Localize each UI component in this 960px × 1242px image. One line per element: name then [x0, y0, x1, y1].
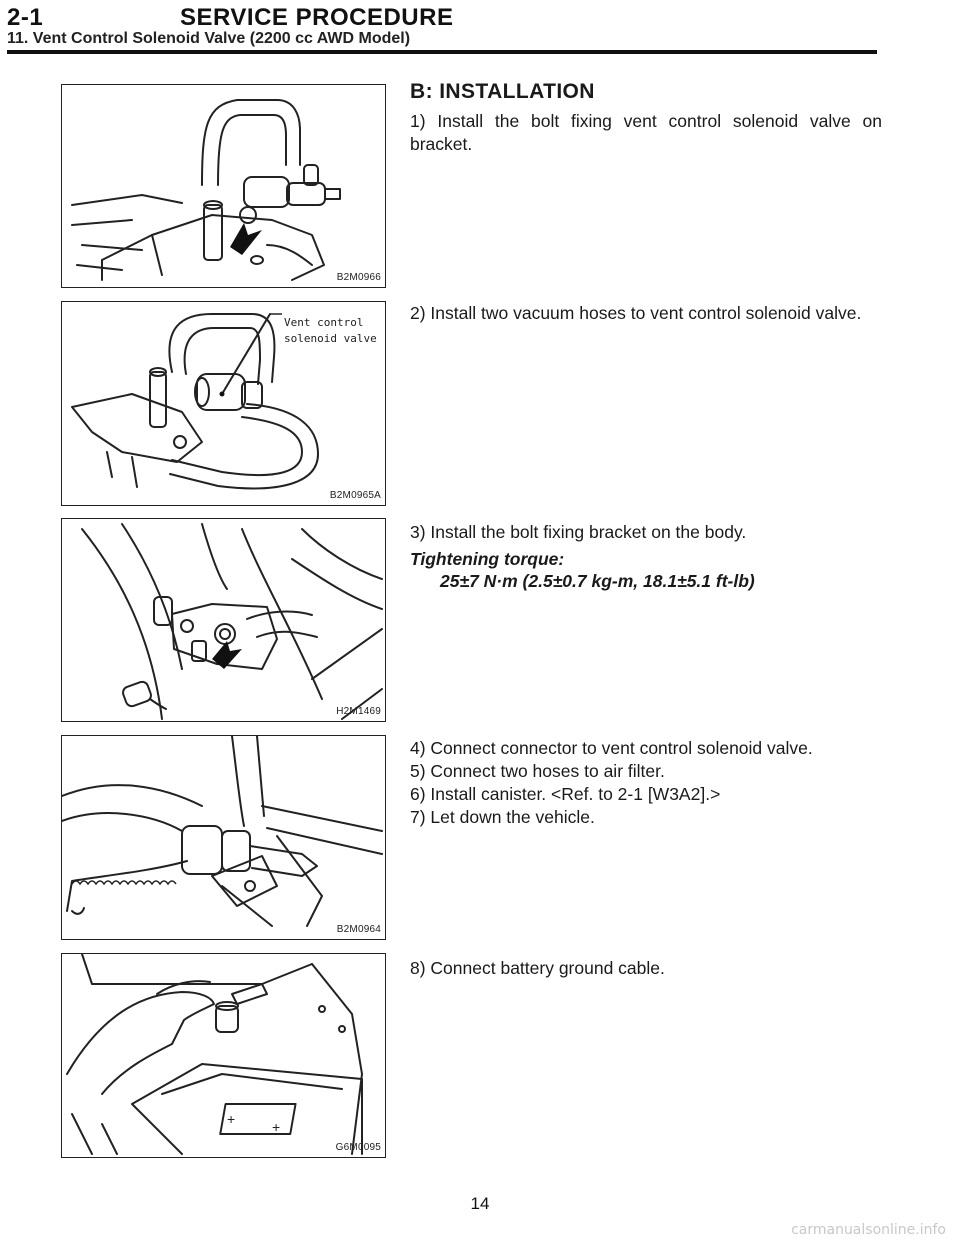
- section-number: 2-1: [7, 4, 44, 31]
- figure-illustration: [62, 736, 384, 938]
- svg-text:+: +: [272, 1119, 281, 1135]
- figure-h2m1469: [61, 518, 386, 722]
- figure-code: G6M0095: [335, 1142, 381, 1153]
- svg-text:+: +: [227, 1111, 236, 1127]
- header-rule: [7, 50, 877, 54]
- step-3: 3) Install the bolt fixing bracket on the body.: [410, 522, 747, 542]
- step-8: 8) Connect battery ground cable.: [410, 958, 665, 978]
- figure-illustration: [62, 954, 384, 1156]
- figure-b2m0965a: [61, 301, 386, 506]
- callout-label-line2: solenoid valve: [284, 332, 377, 345]
- figure-illustration: [62, 302, 384, 504]
- step-5: 5) Connect two hoses to air filter.: [410, 761, 665, 781]
- callout-label-line1: Vent control: [284, 316, 364, 329]
- figure-b2m0964: [61, 735, 386, 940]
- step-4: 4) Connect connector to vent control solenoid valve.: [410, 738, 813, 758]
- figure-b2m0966: [61, 84, 386, 288]
- section-heading: B: INSTALLATION: [410, 80, 595, 103]
- figure-code: B2M0965A: [329, 490, 381, 501]
- figure-illustration: [62, 85, 384, 286]
- figure-code: H2M1469: [336, 706, 381, 717]
- torque-label: Tightening torque:: [410, 549, 565, 569]
- step-6: 6) Install canister. <Ref. to 2-1 [W3A2].>: [410, 784, 721, 804]
- page-title: SERVICE PROCEDURE: [180, 4, 454, 31]
- step-1: 1) Install the bolt fixing vent control solenoid valve on bracket.: [410, 111, 882, 154]
- figure-g6m0095: [61, 953, 386, 1158]
- figure-code: B2M0966: [336, 272, 381, 283]
- page-number: 14: [470, 1194, 490, 1213]
- step-2: 2) Install two vacuum hoses to vent control solenoid valve.: [410, 303, 862, 323]
- figure-code: B2M0964: [336, 924, 381, 935]
- watermark: carmanualsonline.info: [791, 1222, 946, 1238]
- step-7: 7) Let down the vehicle.: [410, 807, 595, 827]
- torque-value: 25±7 N·m (2.5±0.7 kg-m, 18.1±5.1 ft-lb): [440, 571, 755, 591]
- figure-illustration: [62, 519, 384, 720]
- page-subtitle: 11. Vent Control Solenoid Valve (2200 cc AWD Model): [7, 30, 411, 47]
